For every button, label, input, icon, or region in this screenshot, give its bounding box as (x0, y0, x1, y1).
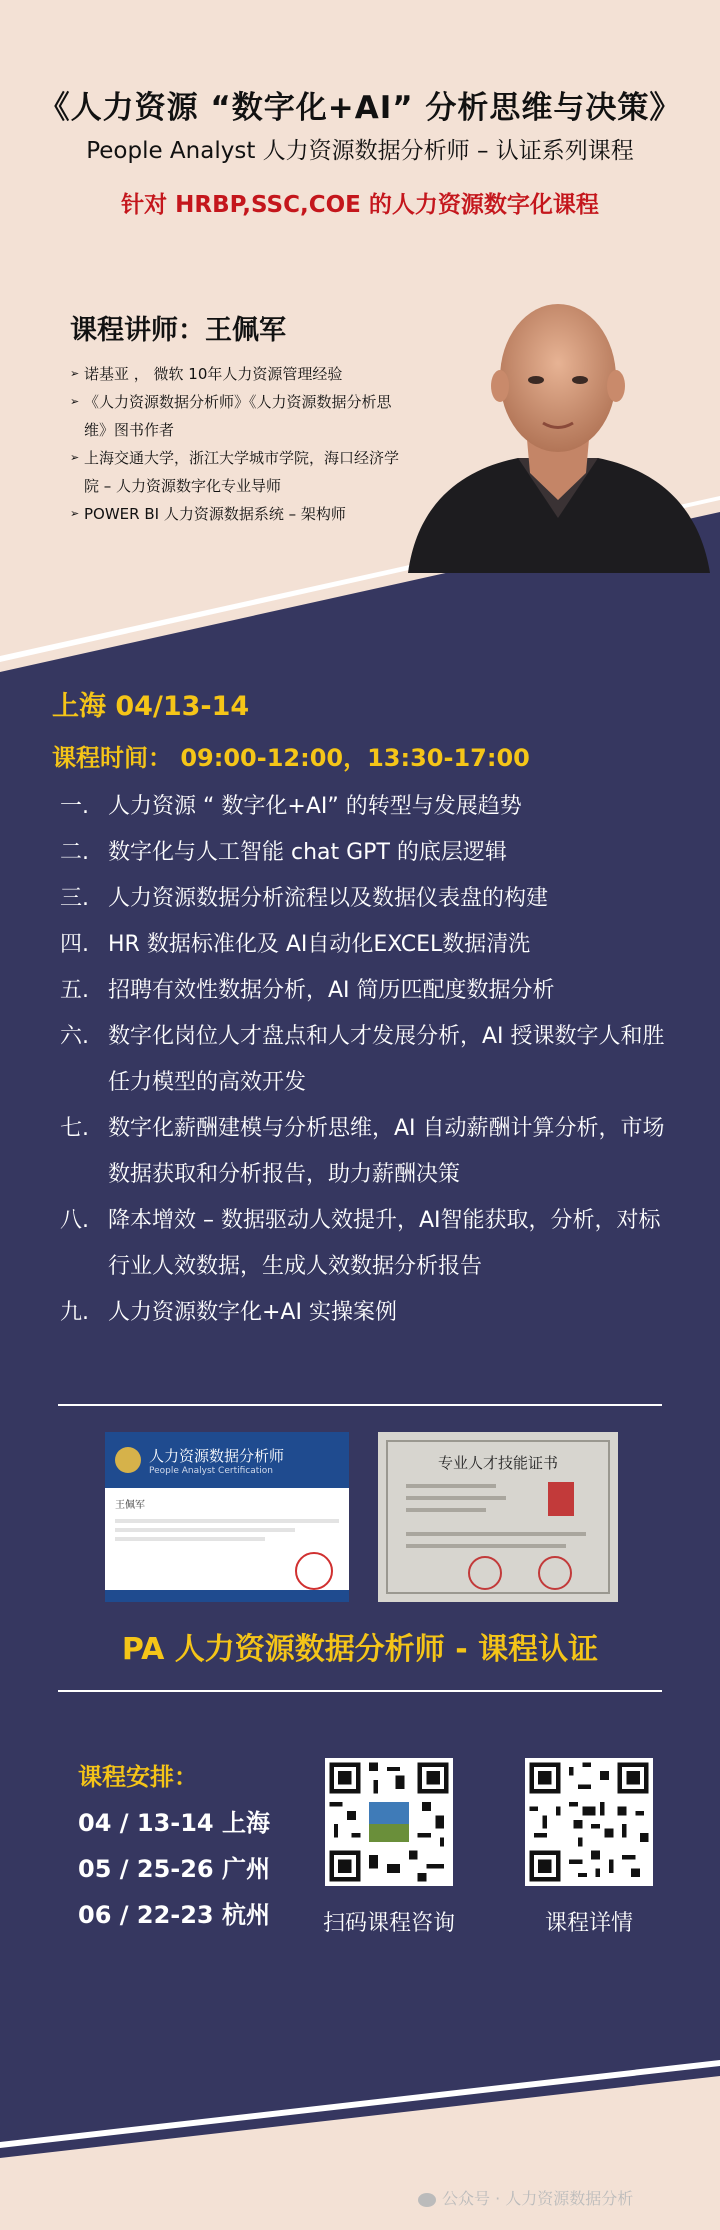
module-number: 六. (60, 1024, 89, 1049)
module-text: 招聘有效性数据分析，AI 简历匹配度数据分析 (108, 978, 555, 1003)
session-city-date: 上海 04/13-14 (52, 691, 250, 722)
id-photo (548, 1482, 574, 1516)
module-item (60, 1290, 680, 1336)
lecturer-heading: 课程讲师：王佩军 (70, 315, 286, 346)
course-subtitle: People Analyst 人力资源数据分析师 – 认证系列课程 (86, 138, 634, 164)
module-item (60, 830, 680, 876)
module-text: 数字化与人工智能 chat GPT 的底层逻辑 (108, 840, 507, 865)
divider (58, 1690, 662, 1692)
module-text: 人力资源 “ 数字化+AI” 的转型与发展趋势 (108, 794, 522, 819)
seal-icon (538, 1556, 572, 1590)
schedule-item: 04 / 13-14 上海 (78, 1809, 270, 1837)
module-item (60, 784, 680, 830)
module-item (60, 1014, 680, 1106)
text-line (406, 1532, 586, 1536)
text-line (115, 1519, 339, 1523)
module-number: 九. (60, 1300, 89, 1325)
credential-item: ➢ POWER BI 人力资源数据系统 – 架构师 (70, 500, 400, 528)
consult-qr-label: 扫码课程咨询 (322, 1911, 455, 1936)
module-number: 七. (60, 1116, 89, 1141)
module-text: 数字化岗位人才盘点和人才发展分析，AI 授课数字人和胜任力模型的高效开发 (108, 1024, 665, 1095)
credential-item: ➢ 上海交通大学，浙江大学城市学院，海口经济学院 – 人力资源数字化专业导师 (70, 444, 400, 500)
module-text: 数字化薪酬建模与分析思维，AI 自动薪酬计算分析，市场数据获取和分析报告，助力薪酬决策 (108, 1116, 665, 1187)
module-number: 三. (60, 886, 89, 911)
session-time: 课程时间： 09:00-12:00，13:30-17:00 (52, 744, 530, 772)
certificate-title: 专业人才技能证书 (437, 1454, 558, 1472)
module-text: HR 数据标准化及 AI自动化EXCEL数据清洗 (108, 932, 531, 957)
module-item (60, 876, 680, 922)
schedule-title: 课程安排： (78, 1763, 198, 1791)
module-number: 一. (60, 794, 89, 819)
module-text: 降本增效 – 数据驱动人效提升，AI智能获取，分析，对标行业人效数据，生成人效数据分析报告 (108, 1208, 661, 1279)
certification-caption: PA 人力资源数据分析师 - 课程认证 (121, 1632, 599, 1667)
credential-item: ➢ 《人力资源数据分析师》《人力资源数据分析思维》图书作者 (70, 388, 400, 444)
divider (58, 1404, 662, 1406)
consult-qr-code[interactable] (325, 1758, 453, 1886)
course-title: 《人力资源 “数字化+AI” 分析思维与决策》 (38, 90, 682, 126)
certificate-footer (105, 1590, 349, 1602)
certificate-card (378, 1432, 618, 1602)
schedule-list (78, 1800, 270, 1938)
certificate-title: 人力资源数据分析师 (149, 1446, 285, 1465)
text-line (115, 1528, 295, 1532)
module-item (60, 968, 680, 1014)
target-audience: 针对 HRBP,SSC,COE 的人力资源数字化课程 (121, 192, 599, 218)
text-line (115, 1537, 265, 1541)
details-qr-code[interactable] (525, 1758, 653, 1886)
text-line (406, 1508, 486, 1512)
course-modules (60, 784, 680, 1336)
wechat-icon (418, 2193, 436, 2207)
badge-icon (115, 1447, 141, 1473)
module-text: 人力资源数字化+AI 实操案例 (108, 1300, 397, 1325)
certificate-card (105, 1432, 349, 1602)
certificate-subtitle: People Analyst Certification (149, 1465, 273, 1476)
module-text: 人力资源数据分析流程以及数据仪表盘的构建 (108, 886, 549, 911)
seal-icon (468, 1556, 502, 1590)
seal-icon (295, 1552, 333, 1590)
text-line (406, 1544, 566, 1548)
schedule-item: 05 / 25-26 广州 (78, 1855, 270, 1883)
text-line (406, 1496, 506, 1500)
details-qr-label: 课程详情 (544, 1911, 633, 1936)
schedule-item: 06 / 22-23 杭州 (78, 1901, 270, 1929)
module-number: 四. (60, 932, 89, 957)
module-number: 五. (60, 978, 89, 1003)
lecturer-photo (398, 268, 718, 573)
credential-item: ➢ 诺基亚 ， 微软 10年人力资源管理经验 (70, 360, 400, 388)
footer-watermark (418, 2186, 633, 2209)
certificate-header (105, 1432, 349, 1488)
module-number: 八. (60, 1208, 89, 1233)
certificate-name: 王佩军 (115, 1500, 145, 1511)
module-item (60, 1106, 680, 1198)
lecturer-credentials (70, 360, 400, 528)
footer-text: 公众号 · 人力资源数据分析 (442, 2189, 634, 2208)
text-line (406, 1484, 496, 1488)
module-item (60, 1198, 680, 1290)
module-number: 二. (60, 840, 89, 865)
module-item (60, 922, 680, 968)
